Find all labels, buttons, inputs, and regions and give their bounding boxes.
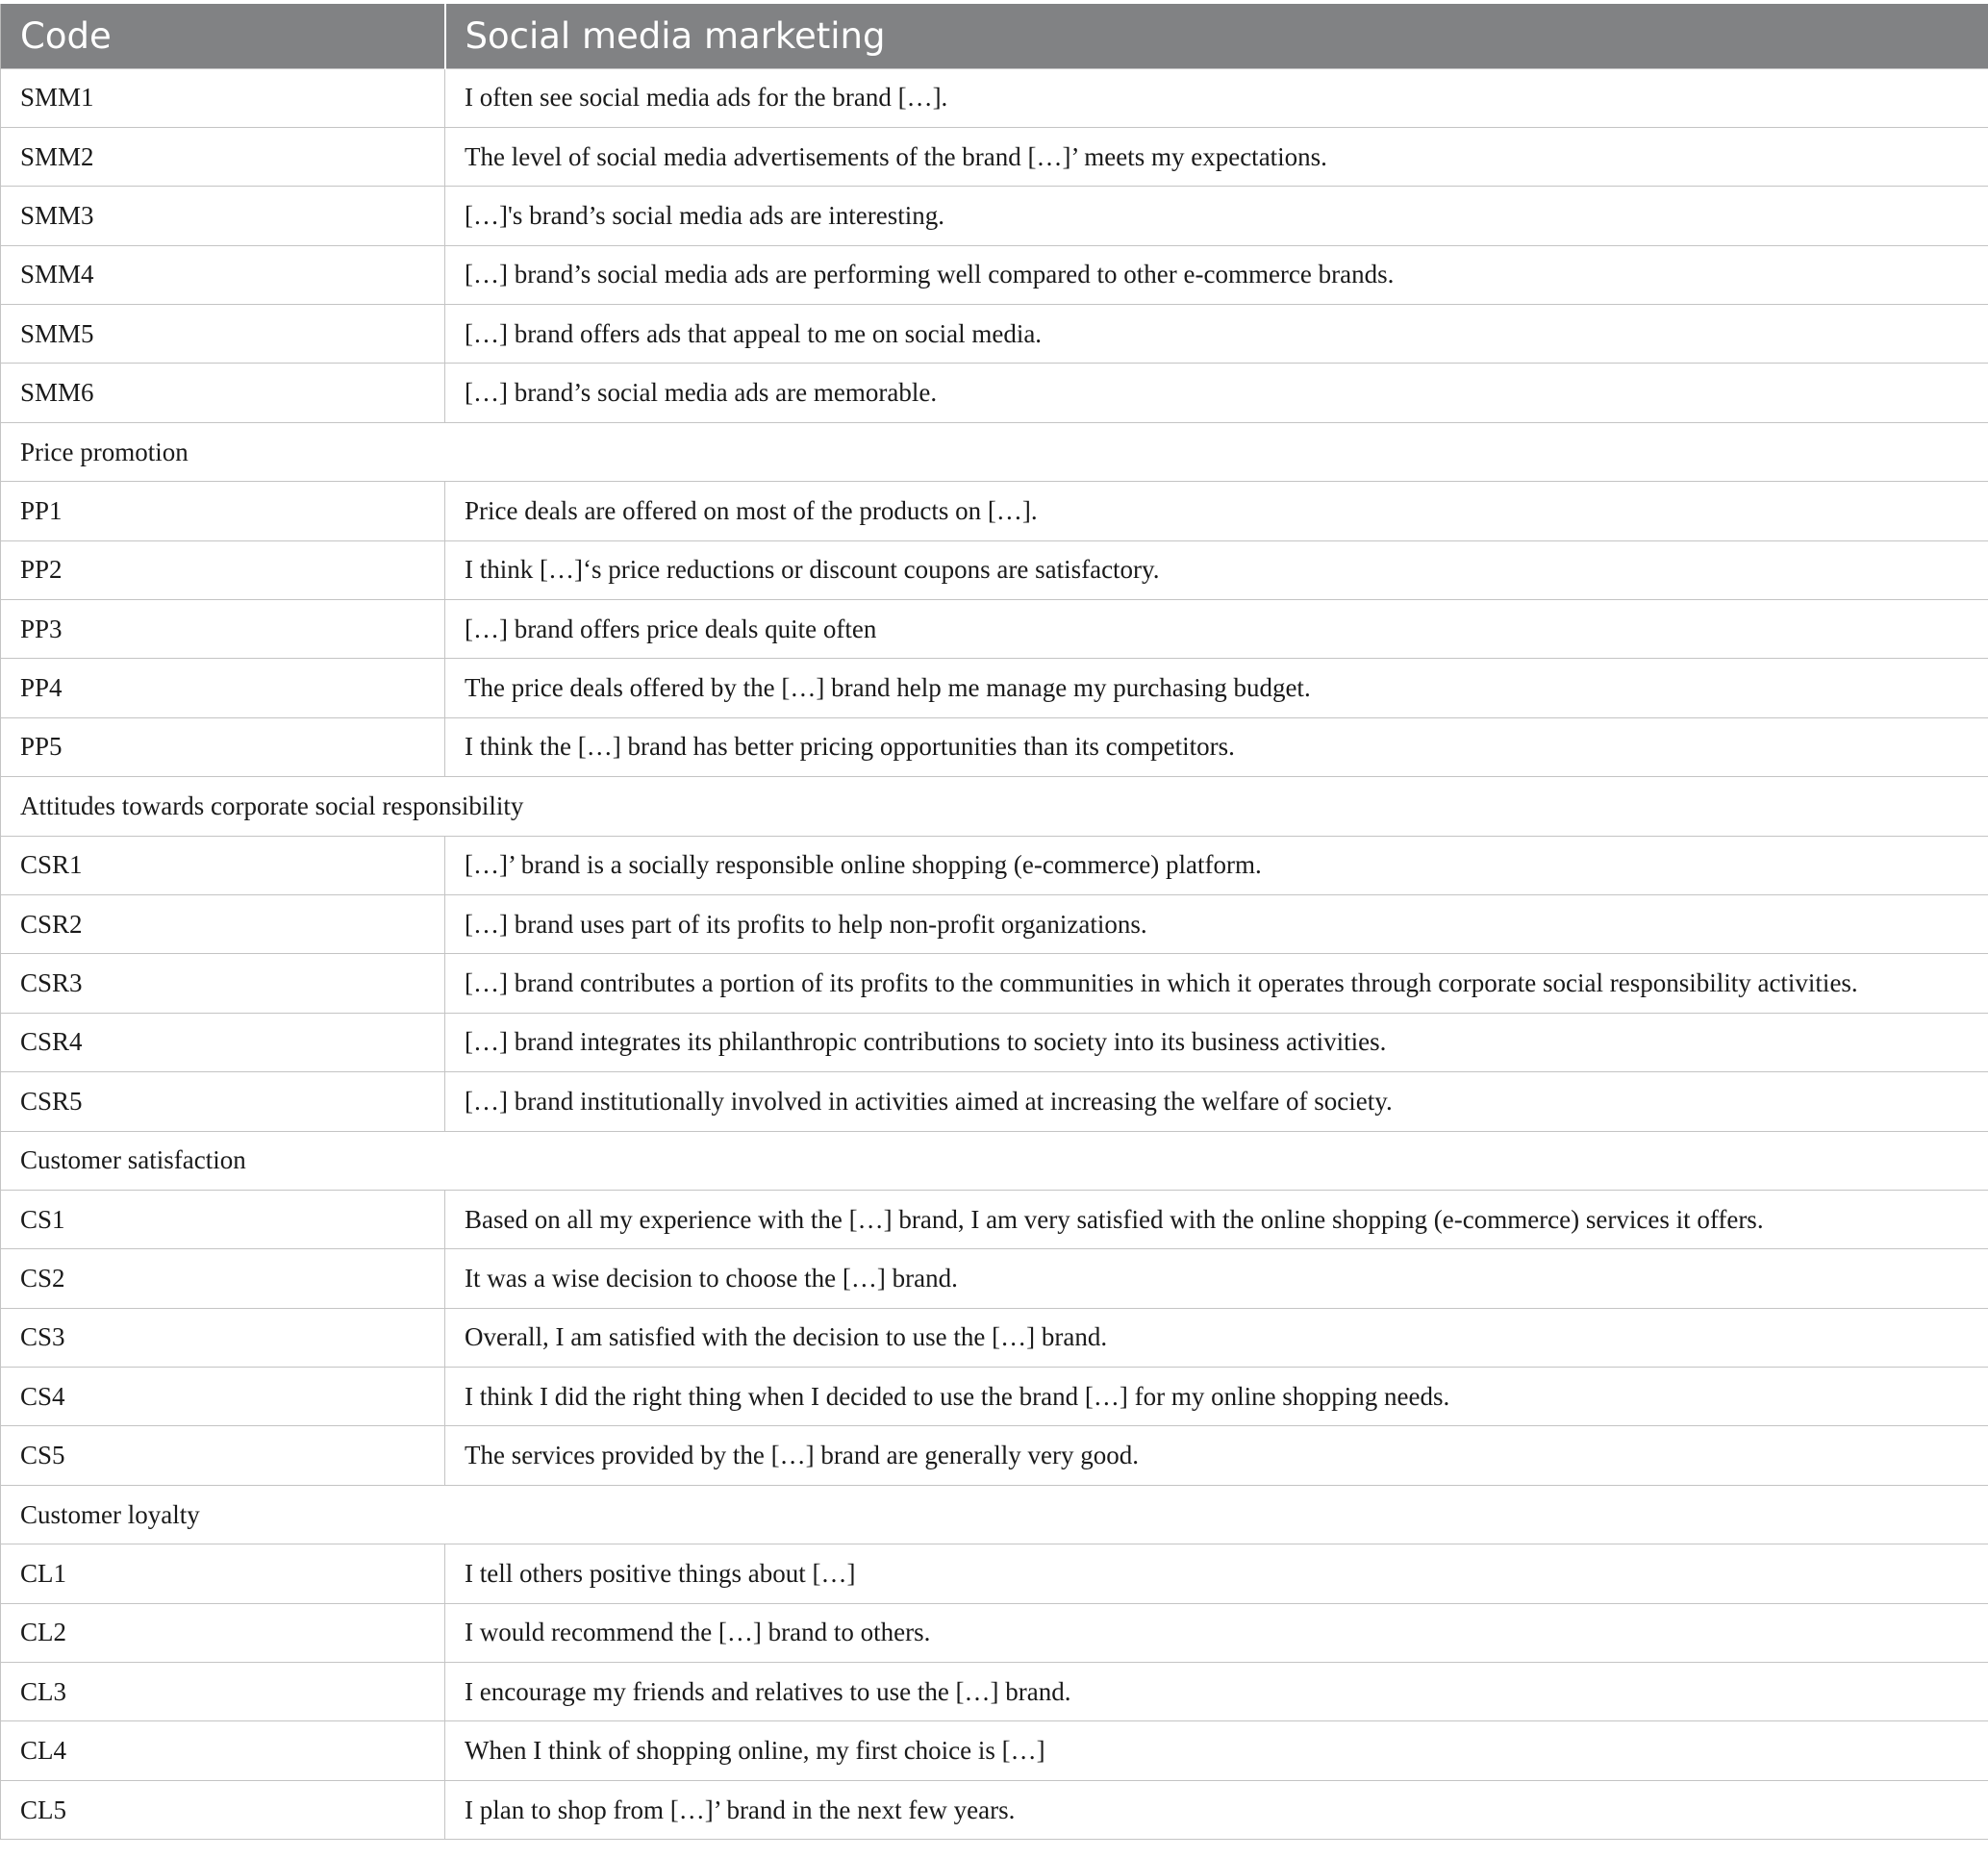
table-row (1, 305, 1988, 364)
item-statement-cell: […] brand offers ads that appeal to me on social media. (445, 305, 1988, 364)
table-row (1, 127, 1988, 186)
table-row (1, 1426, 1988, 1485)
table-row (1, 1249, 1988, 1308)
section-heading: Price promotion (1, 422, 1988, 481)
table-row (1, 1663, 1988, 1721)
table-body (1, 68, 1988, 1840)
item-code-cell: SMM4 (1, 245, 445, 304)
table-row (1, 1368, 1988, 1426)
item-statement-cell: I think I did the right thing when I decided to use the brand […] for my online shopping needs. (445, 1368, 1988, 1426)
item-statement-cell: Price deals are offered on most of the products on […]. (445, 482, 1988, 540)
table-row (1, 1721, 1988, 1780)
header-row (1, 4, 1988, 68)
item-code-cell: PP3 (1, 600, 445, 659)
item-code-cell: CL3 (1, 1663, 445, 1721)
item-code-cell: CSR1 (1, 836, 445, 894)
table-row (1, 364, 1988, 422)
section-heading: Customer satisfaction (1, 1131, 1988, 1190)
table-row (1, 1544, 1988, 1603)
table-row (1, 836, 1988, 894)
item-code-cell: CS1 (1, 1190, 445, 1248)
table-row (1, 1308, 1988, 1367)
table-row (1, 540, 1988, 599)
item-code-cell: CS2 (1, 1249, 445, 1308)
item-statement-cell: I plan to shop from […]’ brand in the next few years. (445, 1780, 1988, 1839)
table-row (1, 245, 1988, 304)
section-heading: Attitudes towards corporate social responsibility (1, 777, 1988, 836)
item-statement-cell: Based on all my experience with the […] brand, I am very satisfied with the online shopping (e-commerce) services it offers. (445, 1190, 1988, 1248)
item-code-cell: CSR3 (1, 954, 445, 1013)
item-statement-cell: I think the […] brand has better pricing opportunities than its competitors. (445, 717, 1988, 776)
item-code-cell: SMM5 (1, 305, 445, 364)
item-statement-cell: I would recommend the […] brand to others. (445, 1603, 1988, 1662)
item-statement-cell: […] brand integrates its philanthropic contributions to society into its business activities. (445, 1013, 1988, 1071)
table-row (1, 1603, 1988, 1662)
item-code-cell: SMM3 (1, 187, 445, 245)
table-row (1, 659, 1988, 717)
item-code-cell: PP4 (1, 659, 445, 717)
item-statement-cell: I think […]‘s price reductions or discount coupons are satisfactory. (445, 540, 1988, 599)
item-code-cell: PP5 (1, 717, 445, 776)
item-code-cell: CL2 (1, 1603, 445, 1662)
item-code-cell: SMM2 (1, 127, 445, 186)
item-statement-cell: […] brand contributes a portion of its profits to the communities in which it operates through corporate social responsibility activities. (445, 954, 1988, 1013)
table-header (1, 4, 1988, 68)
item-statement-cell: I often see social media ads for the brand […]. (445, 68, 1988, 127)
item-code-cell: SMM1 (1, 68, 445, 127)
item-code-cell: PP2 (1, 540, 445, 599)
section-row (1, 1485, 1988, 1544)
item-statement-cell: It was a wise decision to choose the […] brand. (445, 1249, 1988, 1308)
item-code-cell: CL4 (1, 1721, 445, 1780)
item-statement-cell: […] brand institutionally involved in activities aimed at increasing the welfare of society. (445, 1072, 1988, 1131)
item-statement-cell: The services provided by the […] brand are generally very good. (445, 1426, 1988, 1485)
item-code-cell: CL5 (1, 1780, 445, 1839)
item-code-cell: CSR2 (1, 894, 445, 953)
table-row (1, 187, 1988, 245)
item-statement-cell: I encourage my friends and relatives to use the […] brand. (445, 1663, 1988, 1721)
item-statement-cell: […] brand’s social media ads are memorable. (445, 364, 1988, 422)
item-statement-cell: […] brand’s social media ads are performing well compared to other e-commerce brands. (445, 245, 1988, 304)
item-code-cell: CS5 (1, 1426, 445, 1485)
table-row (1, 600, 1988, 659)
item-statement-cell: […] brand offers price deals quite often (445, 600, 1988, 659)
item-statement-cell: […]’ brand is a socially responsible online shopping (e-commerce) platform. (445, 836, 1988, 894)
table-row (1, 954, 1988, 1013)
item-code-cell: CSR5 (1, 1072, 445, 1131)
table-row (1, 482, 1988, 540)
table-row (1, 68, 1988, 127)
item-code-cell: CL1 (1, 1544, 445, 1603)
measurement-items-table-container (0, 4, 1988, 1840)
table-row (1, 1072, 1988, 1131)
column-header-item: Social media marketing (445, 4, 1988, 68)
table-row (1, 1013, 1988, 1071)
section-row (1, 1131, 1988, 1190)
item-statement-cell: […]'s brand’s social media ads are interesting. (445, 187, 1988, 245)
item-code-cell: SMM6 (1, 364, 445, 422)
column-header-code: Code (1, 4, 445, 68)
item-statement-cell: […] brand uses part of its profits to help non-profit organizations. (445, 894, 1988, 953)
measurement-items-table (0, 4, 1988, 1840)
section-row (1, 777, 1988, 836)
item-statement-cell: I tell others positive things about […] (445, 1544, 1988, 1603)
item-code-cell: CS4 (1, 1368, 445, 1426)
item-code-cell: CSR4 (1, 1013, 445, 1071)
item-statement-cell: Overall, I am satisfied with the decision to use the […] brand. (445, 1308, 1988, 1367)
item-statement-cell: When I think of shopping online, my first choice is […] (445, 1721, 1988, 1780)
item-code-cell: PP1 (1, 482, 445, 540)
table-row (1, 717, 1988, 776)
section-heading: Customer loyalty (1, 1485, 1988, 1544)
item-code-cell: CS3 (1, 1308, 445, 1367)
table-row (1, 1190, 1988, 1248)
table-row (1, 894, 1988, 953)
item-statement-cell: The price deals offered by the […] brand help me manage my purchasing budget. (445, 659, 1988, 717)
section-row (1, 422, 1988, 481)
item-statement-cell: The level of social media advertisements of the brand […]’ meets my expectations. (445, 127, 1988, 186)
table-row (1, 1780, 1988, 1839)
